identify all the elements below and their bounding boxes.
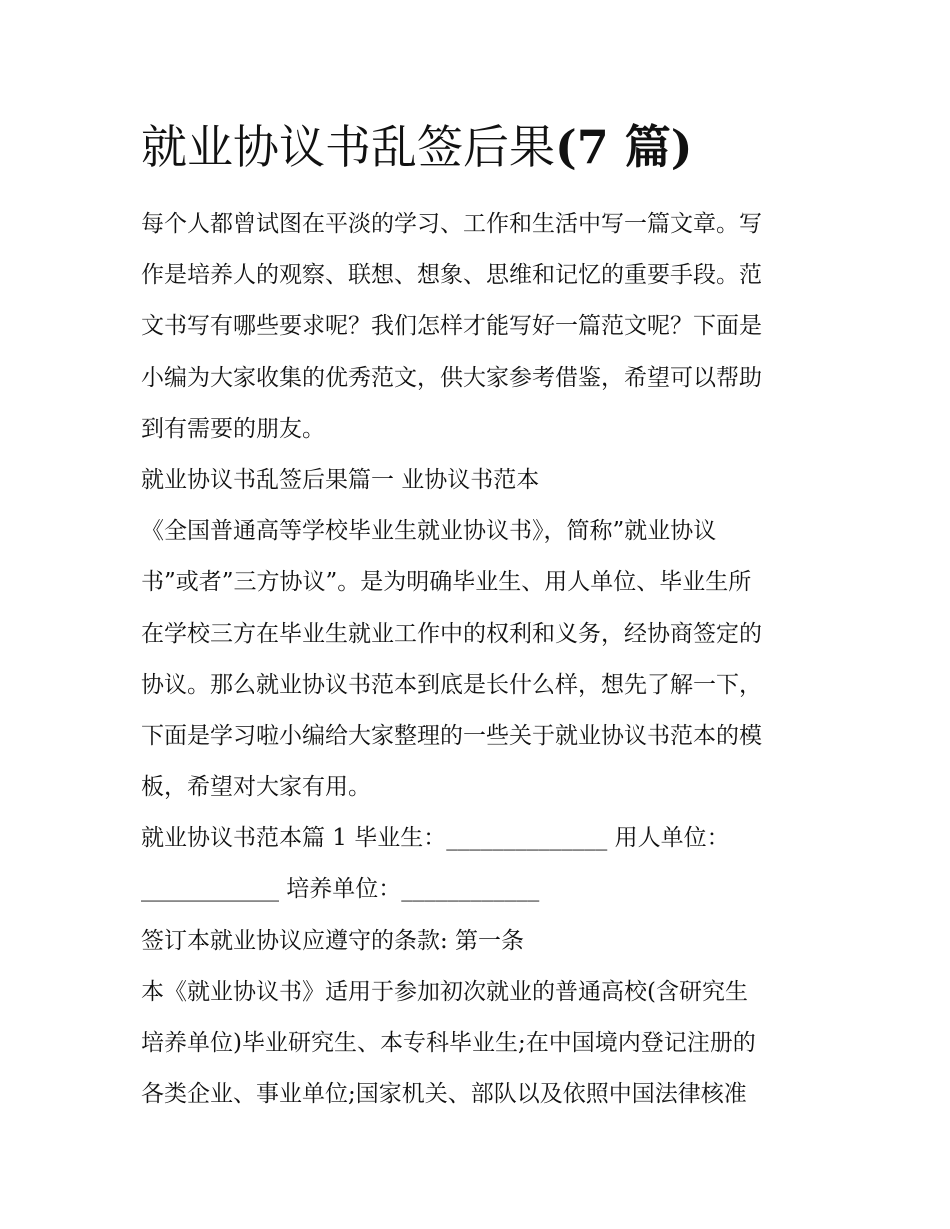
text-line: 每个人都曾试图在平淡的学习、工作和生活中写一篇文章。写 <box>141 211 762 237</box>
text-line: 就业协议书范本篇 1 毕业生：______________ 用人单位： <box>141 825 730 852</box>
text-line: 书”或者”三方协议”。是为明确毕业生、用人单位、毕业生所 <box>141 569 752 596</box>
section-heading-paragraph <box>141 455 821 506</box>
text-line: 在学校三方在毕业生就业工作中的权利和义务，经协商签定的 <box>141 620 762 647</box>
text-line: 文书写有哪些要求呢？我们怎样才能写好一篇范文呢？下面是 <box>141 313 762 340</box>
form-fields-paragraph <box>141 813 821 915</box>
clause-heading-paragraph <box>141 916 821 967</box>
text-line: 培养单位)毕业研究生、本专科毕业生;在中国境内登记注册的 <box>141 1030 756 1056</box>
document-page <box>141 112 821 1120</box>
clause-body-paragraph <box>141 967 821 1121</box>
text-line: 本《就业协议书》适用于参加初次就业的普通高校(含研究生 <box>141 978 748 1005</box>
intro-paragraph <box>141 199 821 455</box>
text-line: ____________ 培养单位：____________ <box>141 876 540 903</box>
text-line: 就业协议书乱签后果篇一 业协议书范本 <box>141 466 540 493</box>
text-line: 协议。那么就业协议书范本到底是长什么样，想先了解一下， <box>141 671 762 698</box>
description-paragraph <box>141 506 821 813</box>
text-line: 板，希望对大家有用。 <box>141 774 371 801</box>
text-line: 作是培养人的观察、联想、想象、思维和记忆的重要手段。范 <box>141 262 762 289</box>
document-body <box>141 199 821 1120</box>
document-title <box>141 112 821 182</box>
text-line: 《全国普通高等学校毕业生就业协议书》，简称”就业协议 <box>141 518 717 545</box>
text-line: 到有需要的朋友。 <box>141 415 325 442</box>
text-line: 下面是学习啦小编给大家整理的一些关于就业协议书范本的模 <box>141 722 762 749</box>
text-line: 签订本就业协议应遵守的条款: 第一条 <box>141 927 525 954</box>
document-title-main: 就业协议书乱签后果 <box>141 120 555 174</box>
text-line: 小编为大家收集的优秀范文，供大家参考借鉴，希望可以帮助 <box>141 364 762 391</box>
document-title-suffix: (7 篇) <box>555 120 693 174</box>
text-line: 各类企业、事业单位;国家机关、部队以及依照中国法律核准 <box>141 1081 747 1108</box>
